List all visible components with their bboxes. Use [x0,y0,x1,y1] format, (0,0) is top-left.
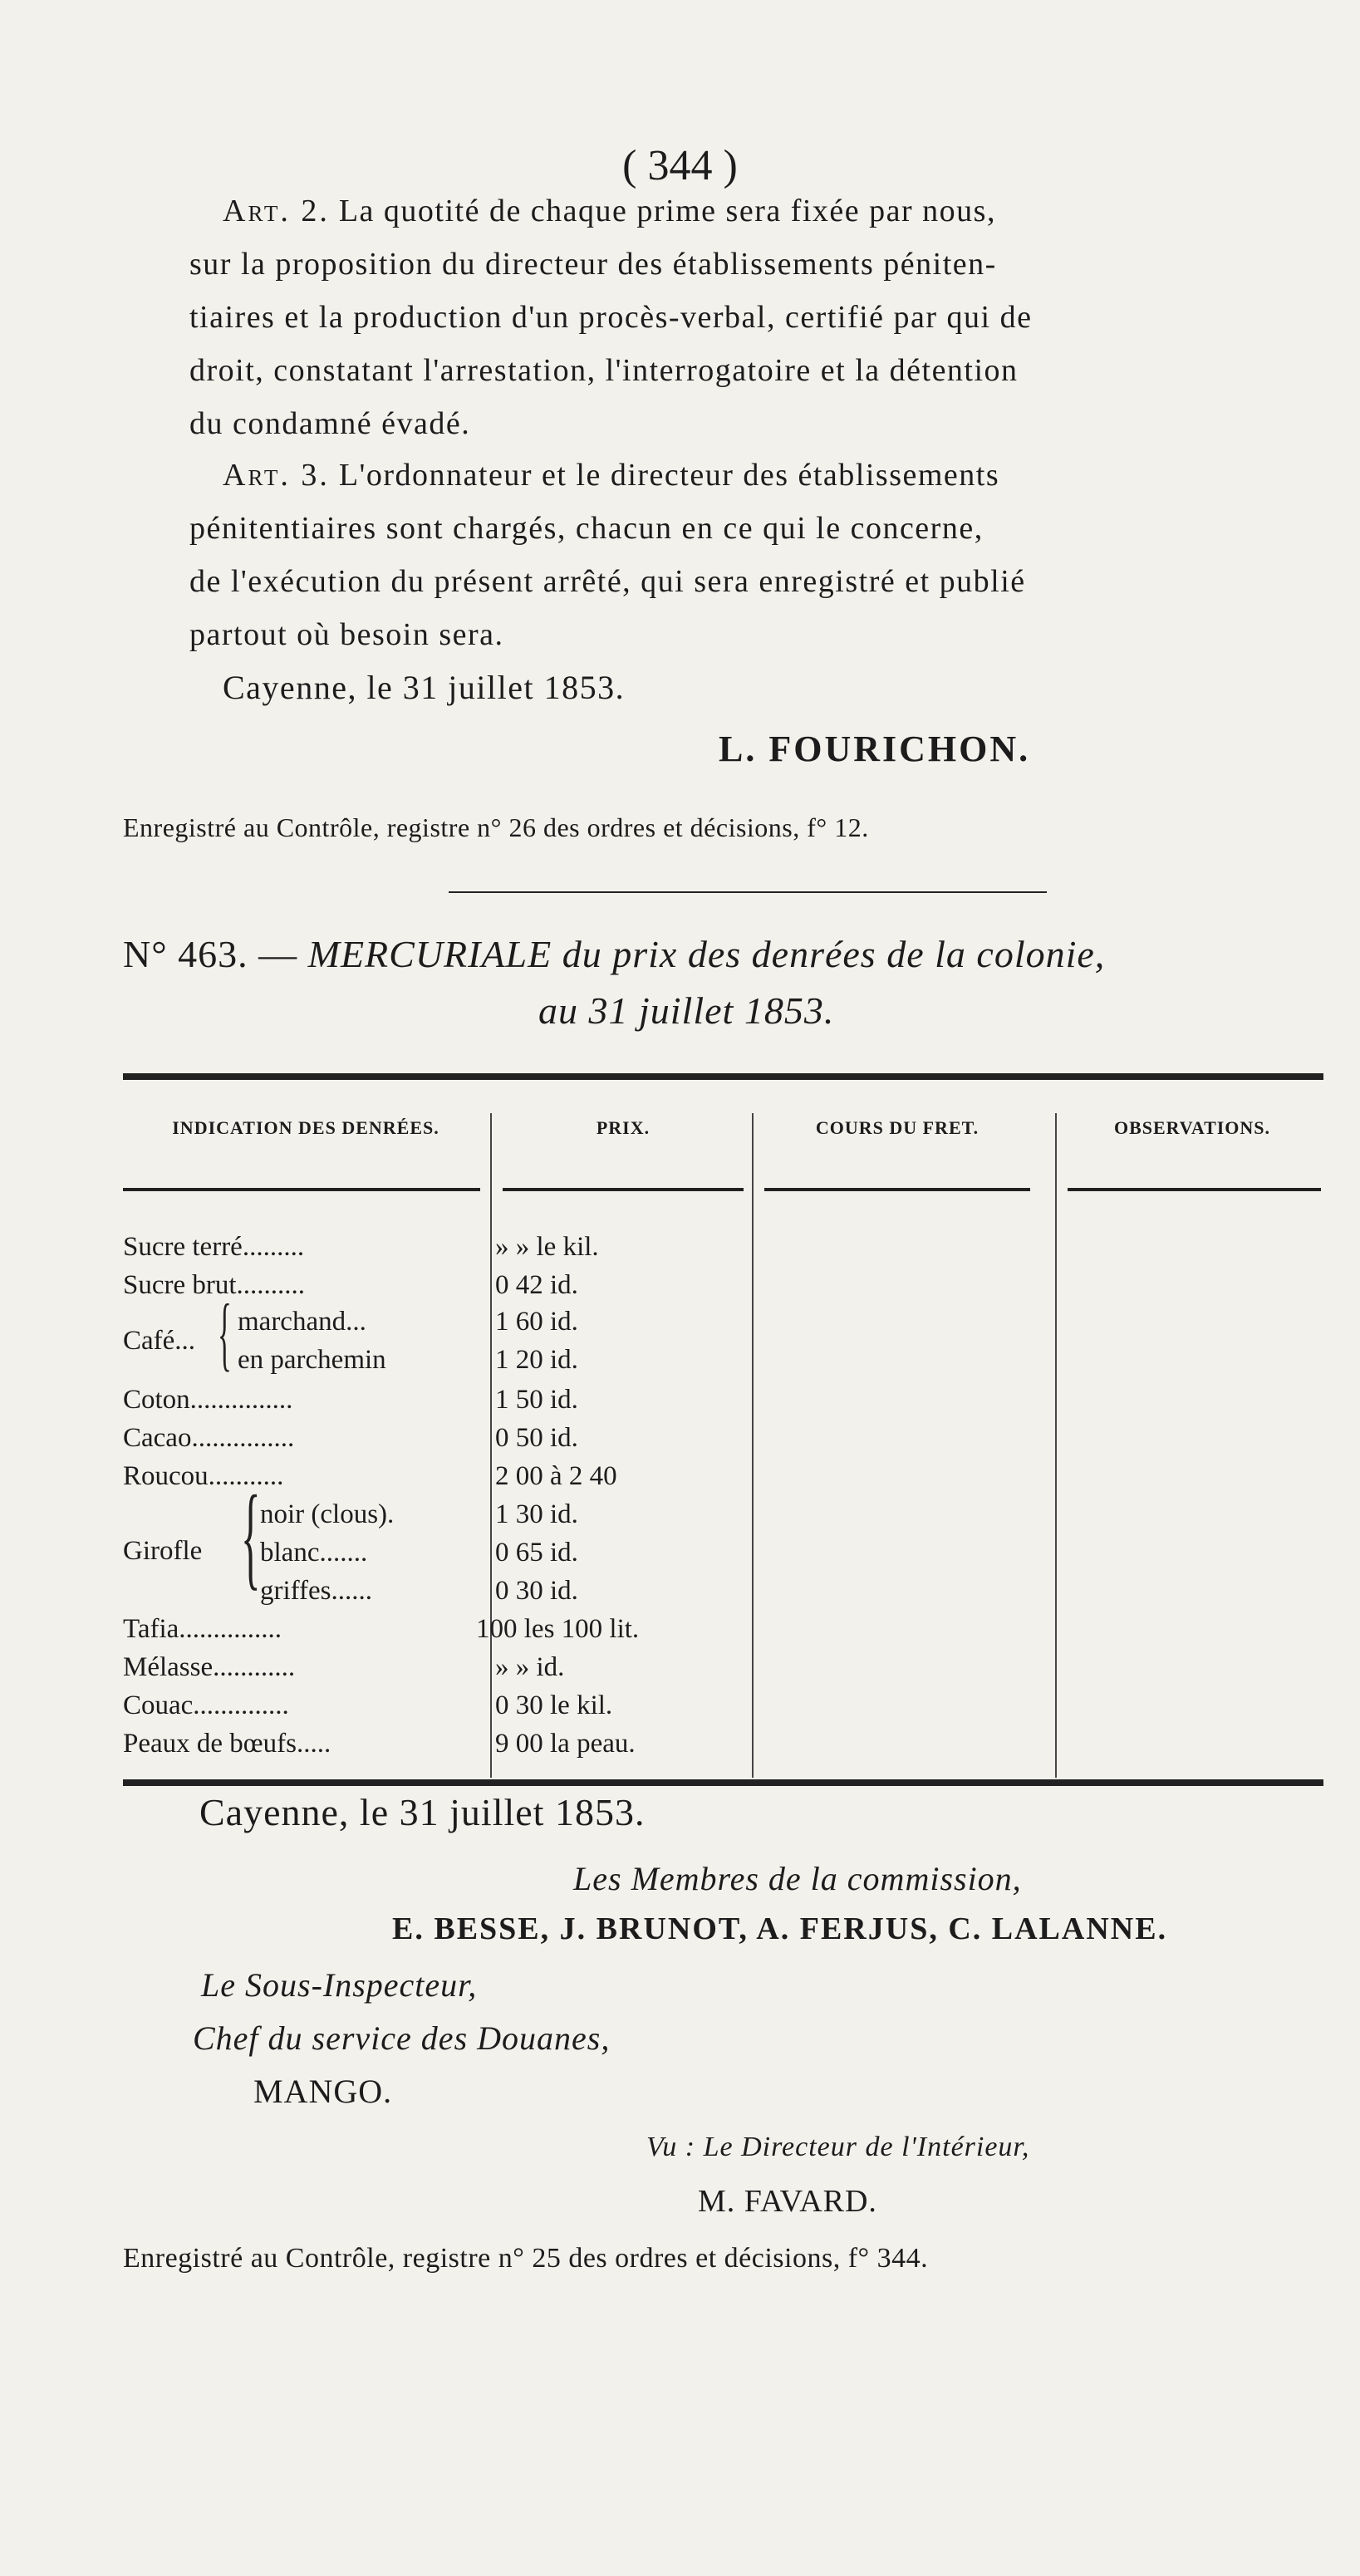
mercuriale-title-text: MERCURIALE du prix des denrées de la colonie, [307,933,1106,975]
enregistrement-1: Enregistré au Contrôle, registre n° 26 des ordres et décisions, f° 12. [123,812,869,842]
page-number: ( 344 ) [622,142,738,189]
article-3-line2: pénitentiaires sont chargés, chacun en ce qui le concerne, [189,511,984,546]
signature-fourichon: L. FOURICHON. [719,729,1031,769]
article-3-line3: de l'exécution du présent arrêté, qui sera enregistré et publié [189,564,1026,599]
article-3 [189,449,1294,661]
header-observations: OBSERVATIONS. [1113,1117,1271,1138]
article-2-line1: La quotité de chaque prime sera fixée par nous, [338,194,996,228]
article-3-line4: partout où besoin sera. [189,617,504,652]
header-rule-3 [764,1188,1030,1191]
brace-cafe: { [218,1287,232,1379]
article-2-line2: sur la proposition du directeur des établissements péniten- [189,247,997,282]
mercuriale-title [123,932,1105,976]
article-2-line5: du condamné évadé. [189,406,471,441]
enregistrement-2: Enregistré au Contrôle, registre n° 25 des ordres et décisions, f° 344. [123,2243,929,2274]
vu-directeur-label: Vu : Le Directeur de l'Intérieur, [646,2132,1030,2162]
date-1: Cayenne, le 31 juillet 1853. [223,669,626,706]
column-divider-3 [1055,1113,1057,1778]
separator-rule [449,891,1047,893]
article-2-line4: droit, constatant l'arrestation, l'interrogatoire et la détention [189,353,1019,388]
header-rule-1 [123,1188,480,1191]
column-divider-2 [752,1113,754,1778]
article-2-line3: tiaires et la production d'un procès-verbal, certifié par qui de [189,300,1033,335]
header-indication: INDICATION DES DENRÉES. [172,1117,439,1138]
mercuriale-number: N° 463. — [123,933,298,975]
header-rule-2 [503,1188,744,1191]
column-divider-1 [490,1113,492,1778]
header-cours-fret: COURS DU FRET. [815,1117,979,1138]
article-3-label: Art. 3. [223,458,330,493]
article-2 [189,184,1294,450]
signature-mango: MANGO. [253,2073,393,2110]
chef-douanes-label: Chef du service des Douanes, [193,2019,611,2057]
sous-inspecteur-label: Le Sous-Inspecteur, [201,1966,478,2004]
article-3-line1: L'ordonnateur et le directeur des établissements [338,458,1000,493]
article-2-label: Art. 2. [223,194,330,228]
date-2: Cayenne, le 31 juillet 1853. [199,1791,646,1833]
signature-favard: M. FAVARD. [698,2184,877,2219]
commission-label: Les Membres de la commission, [573,1860,1022,1897]
mercuriale-subtitle: au 31 juillet 1853. [538,989,835,1032]
table-bottom-rule [123,1779,1323,1786]
header-prix: PRIX. [596,1117,651,1138]
brace-girofle: { [241,1472,261,1601]
commission-names: E. BESSE, J. BRUNOT, A. FERJUS, C. LALANNE. [392,1911,1168,1946]
header-rule-4 [1068,1188,1321,1191]
table-top-rule [123,1073,1323,1080]
